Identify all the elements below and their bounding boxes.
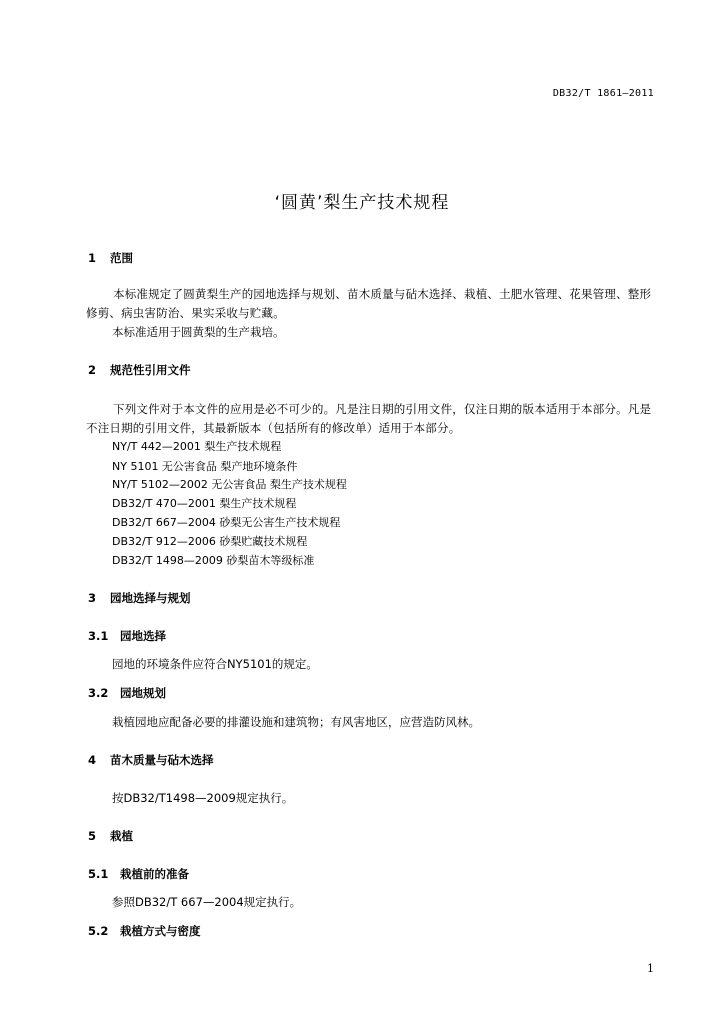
section-heading-5 <box>88 828 133 844</box>
seedling-quality-text: 按DB32/T1498—2009规定执行。 <box>112 791 294 805</box>
scope-applicability: 本标准适用于圆黄梨的生产栽培。 <box>112 325 285 339</box>
planting-preparation-text: 参照DB32/T 667—2004规定执行。 <box>112 895 302 909</box>
reference-item: DB32/T 1498—2009 砂梨苗木等级标准 <box>112 554 315 567</box>
subsection-heading-3-2 <box>88 685 166 701</box>
section-title: 范围 <box>110 251 133 265</box>
section-heading-2 <box>88 362 191 378</box>
references-intro: 下列文件对于本文件的应用是必不可少的。凡是注日期的引用文件，仅注日期的版本适用于本部分。凡是不注日期的引用文件，其最新版本（包括所有的修改单）适用于本部分。 <box>86 402 652 435</box>
section-number: 4 <box>88 753 97 767</box>
section-number: 2 <box>88 363 97 377</box>
reference-item: DB32/T 470—2001 梨生产技术规程 <box>112 497 297 510</box>
subsection-heading-5-1 <box>88 866 189 882</box>
section-heading-1 <box>88 250 133 266</box>
page-number: 1 <box>647 962 654 975</box>
subsection-number: 3.2 <box>88 686 109 700</box>
subsection-title: 园地选择 <box>120 629 166 643</box>
section-title: 苗木质量与砧木选择 <box>110 753 214 767</box>
scope-paragraph: 本标准规定了圆黄梨生产的园地选择与规划、苗木质量与砧木选择、栽植、土肥水管理、花果管理、整形修剪、病虫害防治、果实采收与贮藏。 <box>86 287 652 320</box>
section-title: 规范性引用文件 <box>110 363 191 377</box>
reference-item: NY/T 5102—2002 无公害食品 梨生产技术规程 <box>112 478 347 491</box>
section-heading-3 <box>88 590 191 606</box>
reference-item: NY 5101 无公害食品 梨产地环境条件 <box>112 460 298 473</box>
reference-item: NY/T 442—2001 梨生产技术规程 <box>112 440 282 453</box>
document-title: ‘圆黄’梨生产技术规程 <box>274 193 450 213</box>
subsection-heading-5-2 <box>88 923 201 939</box>
section-number: 5 <box>88 829 97 843</box>
site-selection-text: 园地的环境条件应符合NY5101的规定。 <box>112 657 318 671</box>
section-title: 栽植 <box>110 829 133 843</box>
subsection-number: 5.2 <box>88 924 109 938</box>
section-title: 园地选择与规划 <box>110 591 191 605</box>
section-heading-4 <box>88 752 214 768</box>
subsection-heading-3-1 <box>88 628 166 644</box>
site-planning-text: 栽植园地应配备必要的排灌设施和建筑物；有风害地区，应营造防风林。 <box>112 715 480 729</box>
subsection-title: 栽植方式与密度 <box>120 924 201 938</box>
reference-item: DB32/T 912—2006 砂梨贮藏技术规程 <box>112 535 308 548</box>
section-number: 3 <box>88 591 97 605</box>
reference-item: DB32/T 667—2004 砂梨无公害生产技术规程 <box>112 516 341 529</box>
standard-code: DB32/T 1861—2011 <box>552 88 654 99</box>
subsection-title: 栽植前的准备 <box>120 867 189 881</box>
subsection-number: 3.1 <box>88 629 109 643</box>
section-number: 1 <box>88 251 97 265</box>
subsection-number: 5.1 <box>88 867 109 881</box>
subsection-title: 园地规划 <box>120 686 166 700</box>
